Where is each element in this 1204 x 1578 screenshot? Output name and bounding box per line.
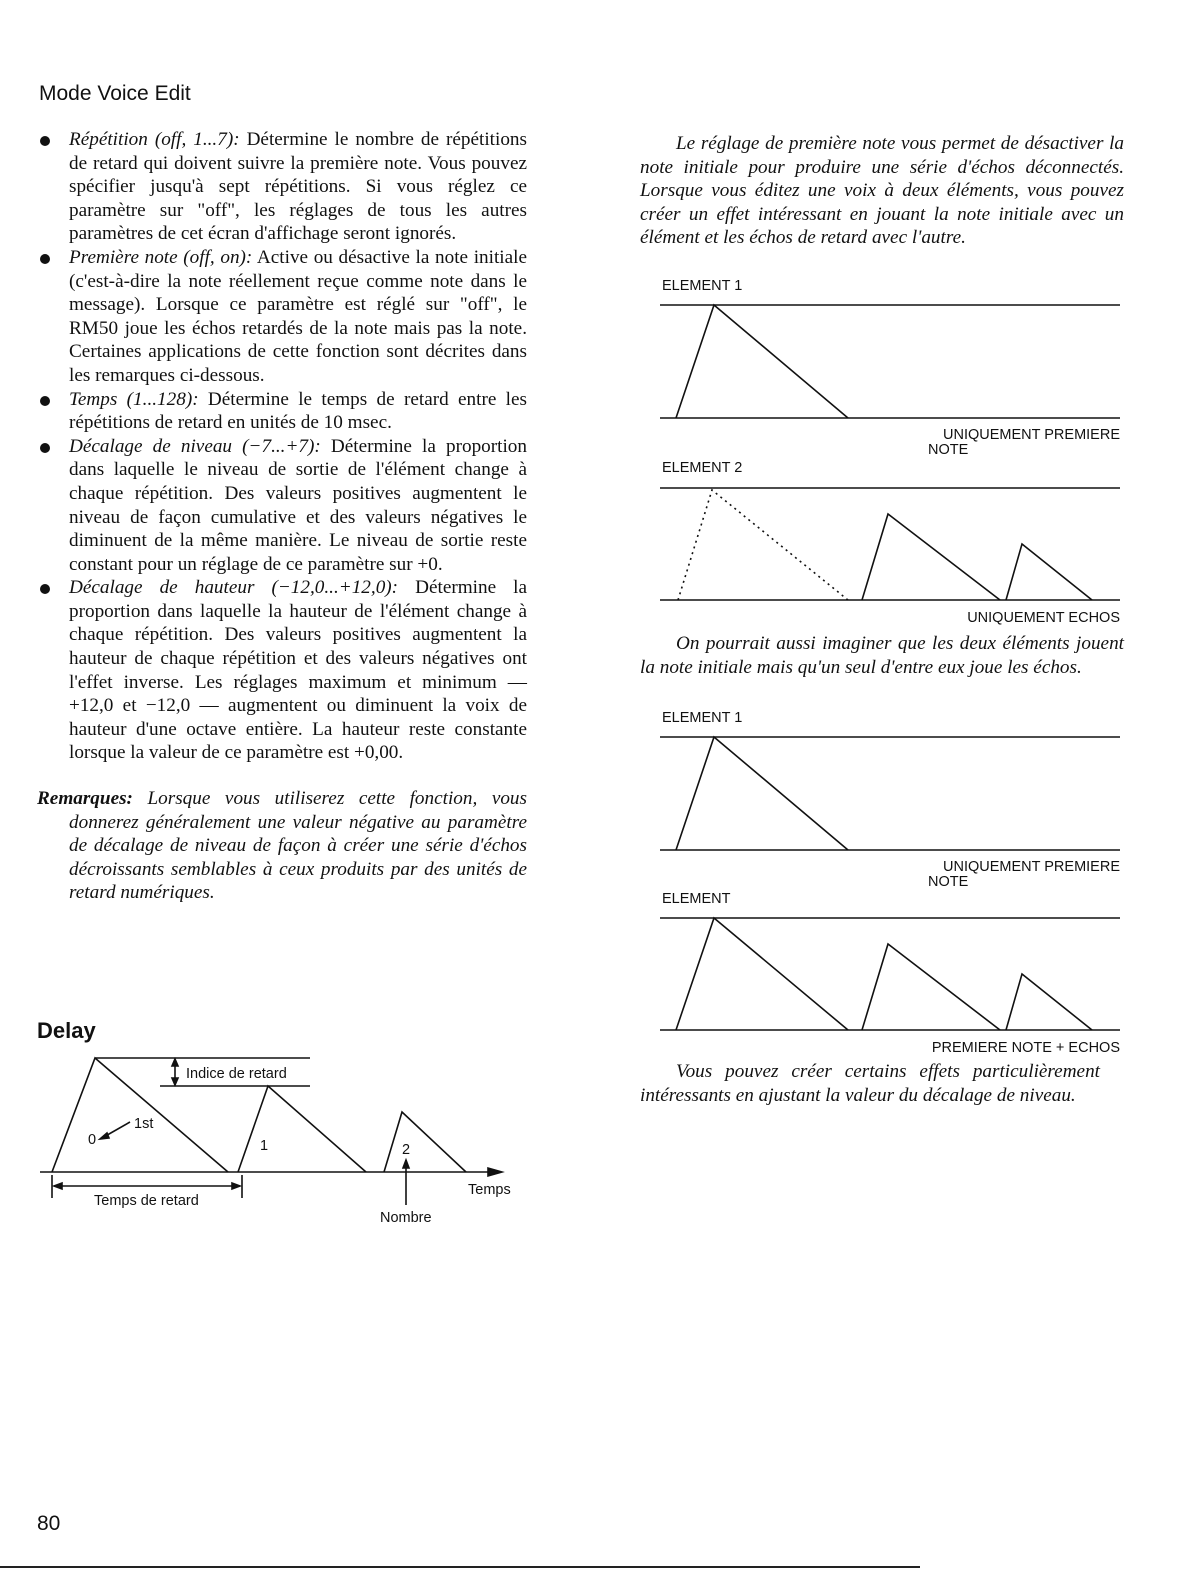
bullet-term: Première note (off, on): <box>69 246 253 268</box>
first-label: 1st <box>134 1116 154 1132</box>
fig1-caption-line2: NOTE <box>928 442 969 458</box>
indice-label: Indice de retard <box>186 1066 287 1082</box>
fig1-label: ELEMENT 1 <box>662 278 743 294</box>
bullet-term: Décalage de niveau (−7...+7): <box>69 435 321 457</box>
bullet-text: Détermine le nombre de répétitions de retard qui doivent suivre la première note. Vous pouvez spécifier jusqu'à sept répétitions. Si vous réglez ce paramètre sur "off", les réglages de tous les autres paramètres de cet écran d'affichage seront ignorés. <box>69 129 527 245</box>
temps-retard-label: Temps de retard <box>94 1193 199 1209</box>
bullet-text: Détermine la proportion dans laquelle la hauteur de l'élément change à chaque répétition. Des valeurs positives augmentent la hauteur de chaque répétition et des valeurs négatives ont l'effet inverse. Les réglages maximum et minimum — +12,0 et −12,0 — augmentent ou diminuent la voix de hauteur d'une octave entière. La hauteur reste constante lorsque la valeur de ce paramètre est +0,00. <box>69 577 527 764</box>
fig3-caption-line2: NOTE <box>928 874 969 890</box>
page-header: Mode Voice Edit <box>39 82 191 105</box>
bullet-text: Détermine le temps de retard entre les répétitions de retard en unités de 10 msec. <box>69 388 528 434</box>
right-para-2: On pourrait aussi imaginer que les deux éléments jouent la note initiale mais qu'un seul d'entre eux joue les échos. <box>640 633 1124 678</box>
two-label: 2 <box>402 1142 411 1158</box>
right-para-1: Le réglage de première note vous permet de désactiver la note initiale pour produire une série d'échos déconnectés. Lorsque vous éditez une voix à deux éléments, vous pouvez créer un effet intéressant en jouant la note initiale avec un élément et les échos de retard avec l'autre. <box>640 133 1124 249</box>
bullet-text: Active ou désactive la note initiale (c'est-à-dire la note réellement reçue comme note dans le message). Lorsque ce paramètre est réglé sur "off", le RM50 joue les échos retardés de la note mais pas la note. Certaines applications de cette fonction sont décrites dans les remarques ci-dessous. <box>69 246 527 386</box>
bullet-term: Répétition (off, 1...7): <box>69 129 240 150</box>
bullet-text: Détermine la proportion dans laquelle le niveau de sortie de l'élément change à chaque répétition. Des valeurs positives augmentent le niveau de façon cumulative et des valeurs négatives le diminuent de la même manière. Le niveau de sortie reste constant pour un réglage de ce paramètre sur +0. <box>69 435 527 575</box>
fig3-label: ELEMENT 1 <box>662 710 743 726</box>
one-label: 1 <box>260 1138 269 1154</box>
fig4-pulse-2 <box>862 944 1000 1030</box>
fig4-pulse-1 <box>676 918 848 1030</box>
zero-label: 0 <box>88 1132 97 1148</box>
temps-label: Temps <box>468 1182 511 1198</box>
fig4-label: ELEMENT <box>662 891 731 907</box>
right-para-3: Vous pouvez créer certains effets particulièrement intéressants en ajustant la valeur du décalage de niveau. <box>640 1061 1100 1106</box>
section-title-delay: Delay <box>37 1018 96 1043</box>
fig2-caption: UNIQUEMENT ECHOS <box>967 610 1120 626</box>
fig2-label: ELEMENT 2 <box>662 460 743 476</box>
remarks-text: Lorsque vous utiliserez cette fonction, vous donnerez généralement une valeur négative au paramètre de décalage de niveau de façon à créer une série d'échos décroissants semblables à ceux produits par des unités de retard numériques. <box>69 788 527 904</box>
bullet-term: Temps (1...128): <box>69 388 199 410</box>
fig4-pulse-3 <box>1006 974 1092 1030</box>
fig3-caption-line1: UNIQUEMENT PREMIERE <box>943 859 1120 875</box>
remarks-label: Remarques: <box>37 788 133 810</box>
fig1-caption-line1: UNIQUEMENT PREMIERE <box>943 427 1120 443</box>
bullet-term: Décalage de hauteur (−12,0...+12,0): <box>69 577 399 599</box>
page-number: 80 <box>37 1512 61 1535</box>
footer-rule <box>0 1566 920 1568</box>
nombre-label: Nombre <box>380 1210 432 1226</box>
fig4-caption: PREMIERE NOTE + ECHOS <box>931 1040 1120 1056</box>
